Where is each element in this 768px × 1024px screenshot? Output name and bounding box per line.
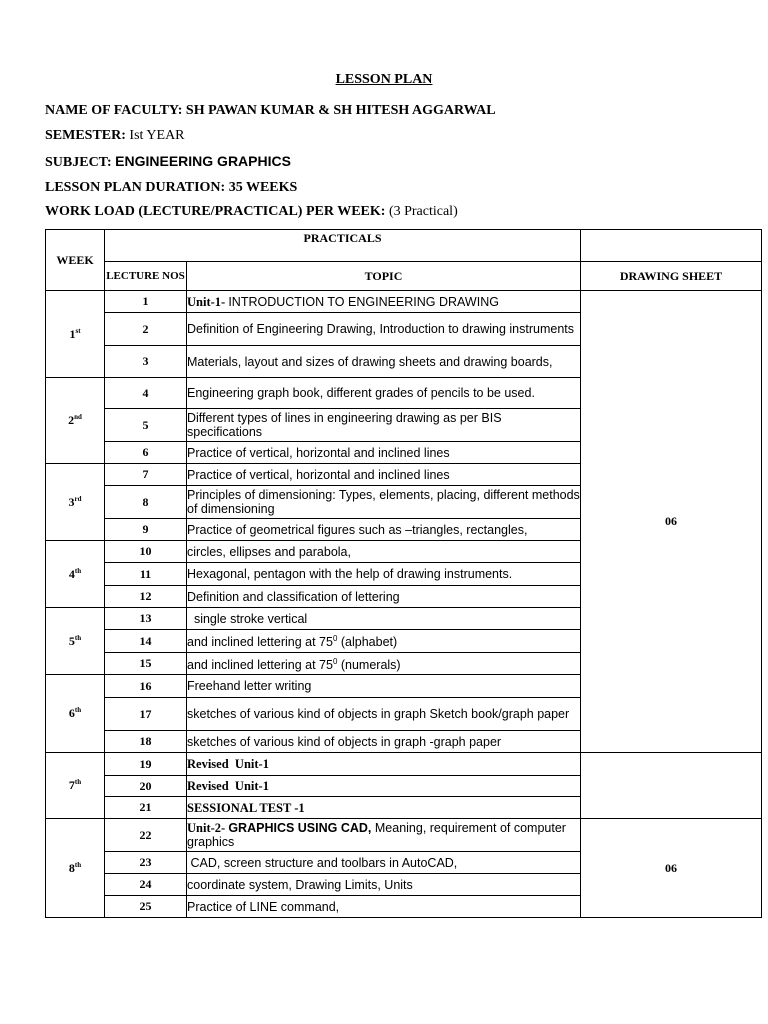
lecture-number: 10	[105, 541, 187, 563]
topic-text: Practice of vertical, horizontal and inclined lines	[187, 467, 450, 482]
topic-text: Practice of geometrical figures such as –triangles, rectangles,	[187, 522, 528, 537]
lecture-number: 6	[105, 442, 187, 464]
lecture-number: 13	[105, 608, 187, 630]
topic-cell	[187, 874, 581, 896]
week-number: 6	[68, 706, 75, 720]
topic-text: INTRODUCTION TO ENGINEERING DRAWING	[228, 294, 499, 309]
week-cell	[46, 378, 105, 464]
unit-title: GRAPHICS USING CAD,	[228, 821, 372, 835]
header-blank-cell	[581, 230, 762, 262]
week-cell	[46, 541, 105, 608]
lecture-number: 3	[105, 346, 187, 378]
unit-label: Unit-2-	[187, 821, 229, 835]
semester-label: SEMESTER:	[45, 128, 126, 143]
topic-cell	[187, 653, 581, 675]
subject-label: SUBJECT:	[45, 155, 112, 170]
lesson-plan-table	[45, 229, 762, 918]
lecture-number: 17	[105, 698, 187, 731]
topic-text: SESSIONAL TEST -1	[187, 800, 305, 815]
topic-suffix: (numerals)	[337, 658, 401, 673]
week-number: 7	[68, 778, 75, 792]
lecture-number: 8	[105, 486, 187, 519]
topic-text: CAD, screen structure and toolbars in AutoCAD,	[187, 855, 458, 870]
topic-cell	[187, 464, 581, 486]
lecture-number: 19	[105, 753, 187, 776]
page-title: LESSON PLAN	[335, 72, 433, 87]
faculty-value: SH PAWAN KUMAR & SH HITESH AGGARWAL	[185, 103, 496, 118]
week-number: 4	[68, 566, 75, 581]
week-cell	[46, 819, 105, 918]
topic-cell	[187, 896, 581, 918]
week-number: 5	[68, 633, 75, 648]
workload-label: WORK LOAD (LECTURE/PRACTICAL) PER WEEK:	[45, 204, 386, 219]
week-suffix: rd	[74, 494, 82, 503]
topic-text: Revised Unit-1	[187, 757, 269, 771]
subject-value: ENGINEERING GRAPHICS	[115, 153, 291, 169]
week-number: 2	[68, 413, 75, 427]
lecture-number: 7	[105, 464, 187, 486]
lecture-number: 23	[105, 852, 187, 874]
faculty-label: NAME OF FACULTY:	[45, 103, 183, 118]
topic-text: coordinate system, Drawing Limits, Units	[187, 877, 413, 892]
semester-line	[45, 128, 185, 144]
lecture-number: 1	[105, 291, 187, 313]
topic-text: Engineering graph book, different grades of pencils to be used.	[187, 386, 535, 400]
topic-text: circles, ellipses and parabola,	[187, 544, 351, 559]
topic-cell	[187, 819, 581, 852]
duration-line	[45, 180, 297, 196]
topic-text: sketches of various kind of objects in graph Sketch book/graph paper	[187, 707, 570, 721]
week-suffix: st	[75, 326, 81, 335]
table-row	[46, 819, 762, 852]
drawing-sheet-cell	[581, 753, 762, 819]
topic-cell	[187, 753, 581, 776]
topic-text: Meaning, requirement of computer graphics	[187, 821, 570, 849]
topic-text: Hexagonal, pentagon with the help of drawing instruments.	[187, 567, 513, 581]
topic-cell	[187, 563, 581, 586]
week-cell	[46, 608, 105, 675]
week-suffix: th	[74, 860, 82, 869]
topic-text: Freehand letter writing	[187, 679, 312, 693]
duration-value: 35 WEEKS	[228, 180, 298, 195]
lecture-number: 12	[105, 586, 187, 608]
topic-cell	[187, 378, 581, 409]
topic-cell	[187, 852, 581, 874]
topic-cell	[187, 608, 581, 630]
week-suffix: th	[74, 778, 82, 786]
lecture-number: 21	[105, 797, 187, 819]
topic-cell	[187, 346, 581, 378]
topic-cell	[187, 797, 581, 819]
topic-text: Practice of vertical, horizontal and inclined lines	[187, 445, 450, 460]
duration-label: LESSON PLAN DURATION:	[45, 180, 226, 195]
week-cell	[46, 753, 105, 819]
practicals-header: PRACTICALS	[105, 230, 581, 262]
week-header: WEEK	[46, 230, 105, 291]
lecture-number: 20	[105, 776, 187, 797]
week-suffix: th	[74, 706, 82, 714]
topic-cell	[187, 675, 581, 698]
week-suffix: th	[74, 633, 82, 642]
semester-value: Ist YEAR	[129, 128, 185, 143]
topic-cell	[187, 313, 581, 346]
topic-text: and inclined lettering at 75	[187, 658, 333, 673]
topic-text: Revised Unit-1	[187, 779, 269, 793]
table-row	[46, 753, 762, 776]
week-suffix: th	[74, 566, 82, 575]
lecture-number: 4	[105, 378, 187, 409]
topic-cell	[187, 586, 581, 608]
topic-cell	[187, 519, 581, 541]
lecture-number: 5	[105, 409, 187, 442]
topic-text: Practice of LINE command,	[187, 899, 340, 914]
topic-text: and inclined lettering at 75	[187, 635, 333, 650]
week-cell	[46, 464, 105, 541]
lecture-number: 9	[105, 519, 187, 541]
topic-text: single stroke vertical	[187, 611, 308, 626]
week-number: 1	[69, 326, 76, 341]
topic-text: Definition and classification of lettering	[187, 589, 400, 604]
lecture-number: 18	[105, 731, 187, 753]
drawing-sheet-header: DRAWING SHEET	[581, 262, 762, 291]
drawing-sheet-cell: 06	[581, 819, 762, 918]
topic-cell	[187, 442, 581, 464]
topic-cell	[187, 409, 581, 442]
week-number: 3	[68, 494, 75, 509]
topic-text: Principles of dimensioning: Types, elements, placing, different methods of dimensioning	[187, 488, 584, 516]
table-row	[46, 291, 762, 313]
lecture-number: 24	[105, 874, 187, 896]
lecture-number: 2	[105, 313, 187, 346]
week-number: 8	[68, 860, 75, 875]
lecture-number: 22	[105, 819, 187, 852]
topic-cell	[187, 291, 581, 313]
topic-header: TOPIC	[187, 262, 581, 291]
topic-cell	[187, 486, 584, 519]
topic-text: Different types of lines in engineering drawing as per BIS specifications	[187, 411, 506, 439]
week-cell	[46, 291, 105, 378]
topic-cell	[187, 776, 581, 797]
subject-line	[45, 153, 291, 171]
lecture-number: 14	[105, 630, 187, 653]
degree-superscript: 0	[332, 656, 338, 666]
lecture-number: 15	[105, 653, 187, 675]
lecture-number: 16	[105, 675, 187, 698]
topic-text: Materials, layout and sizes of drawing sheets and drawing boards,	[187, 354, 553, 369]
lecture-number: 11	[105, 563, 187, 586]
topic-text: sketches of various kind of objects in graph -graph paper	[187, 734, 502, 749]
topic-cell	[187, 731, 581, 753]
topic-text: Definition of Engineering Drawing, Introduction to drawing instruments	[187, 322, 575, 336]
workload-value: (3 Practical)	[388, 204, 458, 219]
topic-cell	[187, 630, 581, 653]
topic-suffix: (alphabet)	[337, 635, 398, 650]
faculty-line	[45, 103, 496, 119]
lecture-nos-header: LECTURE NOS	[105, 262, 187, 291]
lecture-number: 25	[105, 896, 187, 918]
workload-line	[45, 204, 458, 220]
drawing-sheet-cell: 06	[581, 291, 762, 753]
unit-label: Unit-1-	[187, 294, 229, 309]
topic-cell	[187, 698, 581, 731]
week-cell	[46, 675, 105, 753]
topic-cell	[187, 541, 581, 563]
degree-superscript: 0	[332, 634, 338, 644]
week-suffix: nd	[74, 413, 82, 421]
